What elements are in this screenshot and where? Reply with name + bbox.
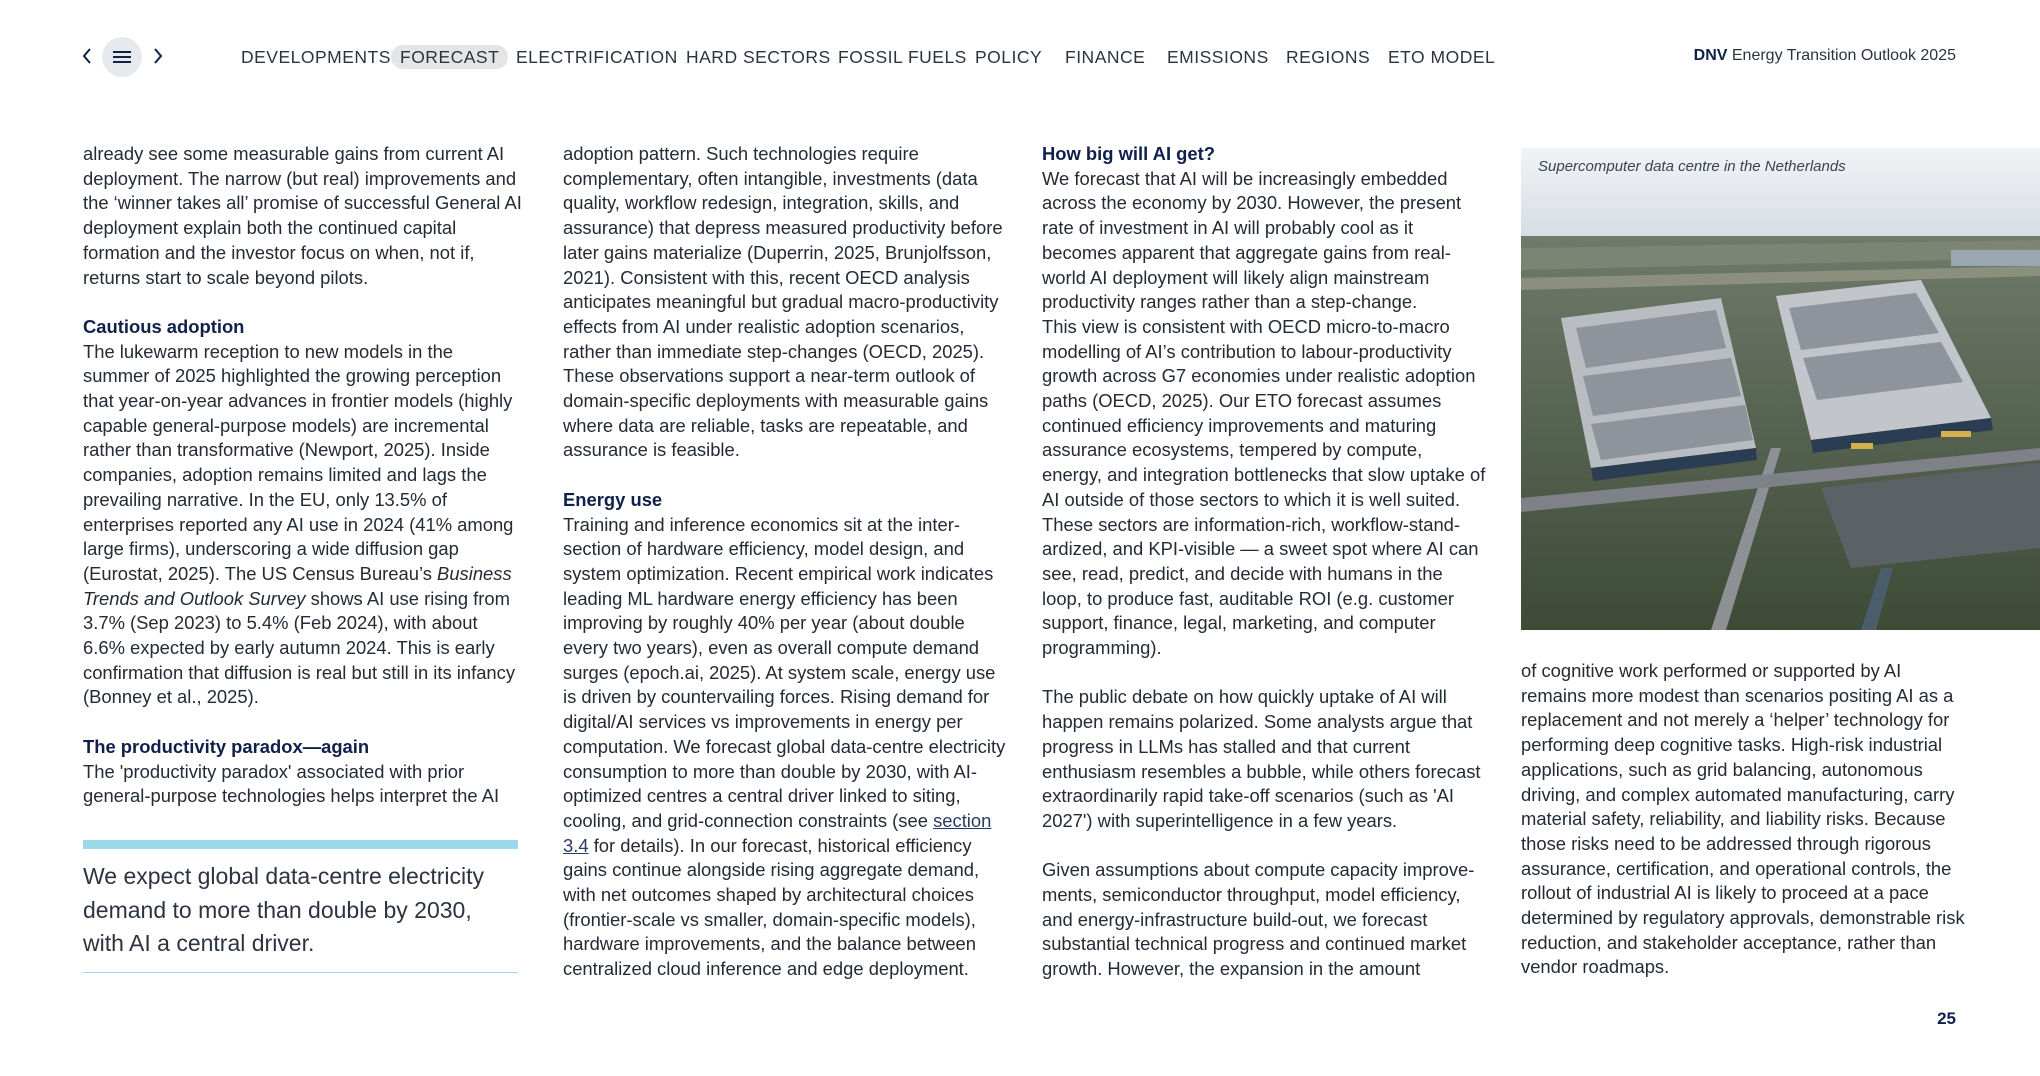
paragraph — [563, 513, 1013, 982]
tab-policy[interactable]: POLICY — [975, 47, 1043, 67]
tab-regions[interactable]: REGIONS — [1286, 47, 1371, 67]
pullquote-top-bar — [83, 840, 518, 849]
paragraph: The public debate on how quickly uptake of AI will happen remains polarized. Some analysts argue that progress in LLMs has stalled and that current enthusiasm resembles a bubble, while others forecast extraordinarily rapid take-off scenarios (such as 'AI 2027') with superintelligence in a few years. — [1042, 686, 1481, 831]
prev-page-button[interactable] — [77, 42, 97, 70]
section-heading-how-big: How big will AI get? — [1042, 143, 1215, 164]
next-page-button[interactable] — [148, 42, 168, 70]
survey-title: Business Trends and Outlook Survey — [83, 562, 512, 609]
paragraph-text: Training and inference economics sit at the inter-section of hardware efficiency, model design, and system optimization. Recent empirical work indicates leading ML hardware energy efficiency has been improving by roughly 40% per year (about double every two years), even as overall compute demand surges (epoch.ai, 2025). At system scale, energy use is driven by countervailing forces. Rising demand for digital/AI services vs improvements in energy per computation. We forecast global data-centre electricity consumption to more than double by 2030, with AI-optimized centres a central driver linked to siting, cooling, and grid-connection constraints (see — [563, 513, 1006, 831]
section-heading-energy-use: Energy use — [563, 488, 663, 510]
section-heading-cautious-adoption: Cautious adoption — [83, 315, 245, 337]
chevron-left-icon — [77, 42, 97, 70]
paragraph: of cognitive work performed or supported by AI remains more modest than scenarios positing AI as a replacement and not merely a ‘helper’ technology for performing deep cognitive tasks. High-risk industrial applications, such as grid balancing, autonomous driving, and complex automated manufacturing, carry material safety, reliability, and liability risks. Because those risks need to be addressed through rigorous assurance, certification, and operational controls, the rollout of industrial AI is likely to proceed at a pace determined by regulatory approvals, demonstrable risk reduction, and stakeholder acceptance, rather than vendor roadmaps. — [1521, 660, 1965, 978]
paragraph: adoption pattern. Such technologies require complementary, often intangible, investments (data quality, workflow redesign, integration, skills, and assurance) that depress measured productivity before later gains materialize (Duperrin, 2025, Brunjolfsson, 2021). Consistent with this, recent OECD analysis anticipates meaningful but gradual macro-productivity effects from AI under realistic adoption scenarios, rather than immediate step-changes (OECD, 2025). These observations support a near-term outlook of domain-specific deployments with measurable gains where data are reliable, tasks are repeatable, and assurance is feasible. — [563, 143, 1003, 461]
data-centre-photo — [1521, 148, 2040, 630]
hamburger-menu-icon — [113, 50, 131, 64]
section-link[interactable]: section 3.4 — [563, 809, 992, 856]
pullquote: We expect global data-centre electricity demand to more than double by 2030, with AI a central driver. — [83, 863, 484, 956]
publication-title[interactable] — [1694, 47, 1956, 65]
text-column-4 — [1521, 659, 1971, 980]
photo-caption: Supercomputer data centre in the Netherlands — [1538, 158, 1846, 175]
tab-eto-model[interactable]: ETO MODEL — [1388, 47, 1496, 67]
paragraph: already see some measurable gains from current AI deployment. The narrow (but real) improvements and the ‘winner takes all’ promise of successful General AI deployment explain both the continued capital formation and the investor focus on when, not if, returns start to scale beyond pilots. — [83, 143, 522, 288]
brand-logo-text: DNV — [1693, 47, 1728, 64]
paragraph: Given assumptions about compute capacity improve-ments, semiconductor throughput, model efficiency, and energy-infrastructure build-out, we forecast substantial technical progress and continued market growth. However, the expansion in the amount — [1042, 859, 1475, 980]
brand-title: Energy Transition Outlook 2025 — [1727, 47, 1956, 64]
tab-emissions[interactable]: EMISSIONS — [1167, 47, 1269, 67]
tab-fossil-fuels[interactable]: FOSSIL FUELS — [838, 47, 967, 67]
tab-hard-sectors[interactable]: HARD SECTORS — [686, 47, 831, 67]
section-heading-productivity-paradox: The productivity paradox—again — [83, 735, 370, 757]
chevron-right-icon — [148, 42, 168, 70]
paragraph-text: for details). In our forecast, historical efficiency gains continue alongside rising aggregate demand, with net outcomes shaped by architectural choices (frontier-scale vs smaller, domain-specific models), hardware improvements, and the balance between centralized cloud inference and edge deployment. — [563, 834, 980, 980]
tab-finance[interactable]: FINANCE — [1065, 47, 1146, 67]
tab-developments[interactable]: DEVELOPMENTS — [241, 47, 391, 67]
paragraph-text: The lukewarm reception to new models in the summer of 2025 highlighted the growing perception that year-on-year advances in frontier models (highly capable general-purpose models) are incremental rather than transformative (Newport, 2025). Inside companies, adoption remains limited and lags the prevailing narrative. In the EU, only 13.5% of enterprises reported any AI use in 2024 (41% among large firms), underscoring a wide diffusion gap (Eurostat, 2025). The US Census Bureau’s — [83, 340, 514, 584]
pullquote-bottom-rule — [83, 972, 518, 973]
paragraph: We forecast that AI will be increasingly embedded across the economy by 2030. However, the present rate of investment in AI will probably cool as it becomes apparent that aggregate gains from real-world AI deployment will likely align mainstream productivity ranges rather than a step-change. — [1042, 167, 1462, 313]
paragraph — [83, 340, 523, 711]
paragraph: The 'productivity paradox' associated with prior general-purpose technologies helps interpret the AI — [83, 760, 500, 807]
text-column-1 — [83, 142, 523, 809]
paragraph-text: shows AI use rising from 3.7% (Sep 2023) to 5.4% (Feb 2024), with about 6.6% expected by early autumn 2024. This is early confirmation that diffusion is real but still in its infancy (Bonney et al., 2025). — [83, 587, 516, 708]
paragraph: This view is consistent with OECD micro-to-macro modelling of AI’s contribution to labour-productivity growth across G7 economies under realistic adoption paths (OECD, 2025). Our ETO forecast assumes continued efficiency improvements and maturing assurance ecosystems, tempered by compute, energy, and integration bottlenecks that slow uptake of AI outside of those sectors to which it is well suited. These sectors are information-rich, workflow-stand-ardized, and KPI-visible — a sweet spot where AI can see, read, predict, and decide with humans in the loop, to produce fast, auditable ROI (e.g. customer support, finance, legal, marketing, and computer programming). — [1042, 315, 1486, 659]
tab-electrification[interactable]: ELECTRIFICATION — [516, 47, 678, 67]
text-column-3 — [1042, 142, 1487, 982]
text-column-2 — [563, 142, 1013, 982]
menu-button[interactable] — [102, 37, 142, 77]
tab-forecast[interactable]: FORECAST — [391, 45, 508, 69]
page-number: 25 — [1937, 1009, 1956, 1028]
